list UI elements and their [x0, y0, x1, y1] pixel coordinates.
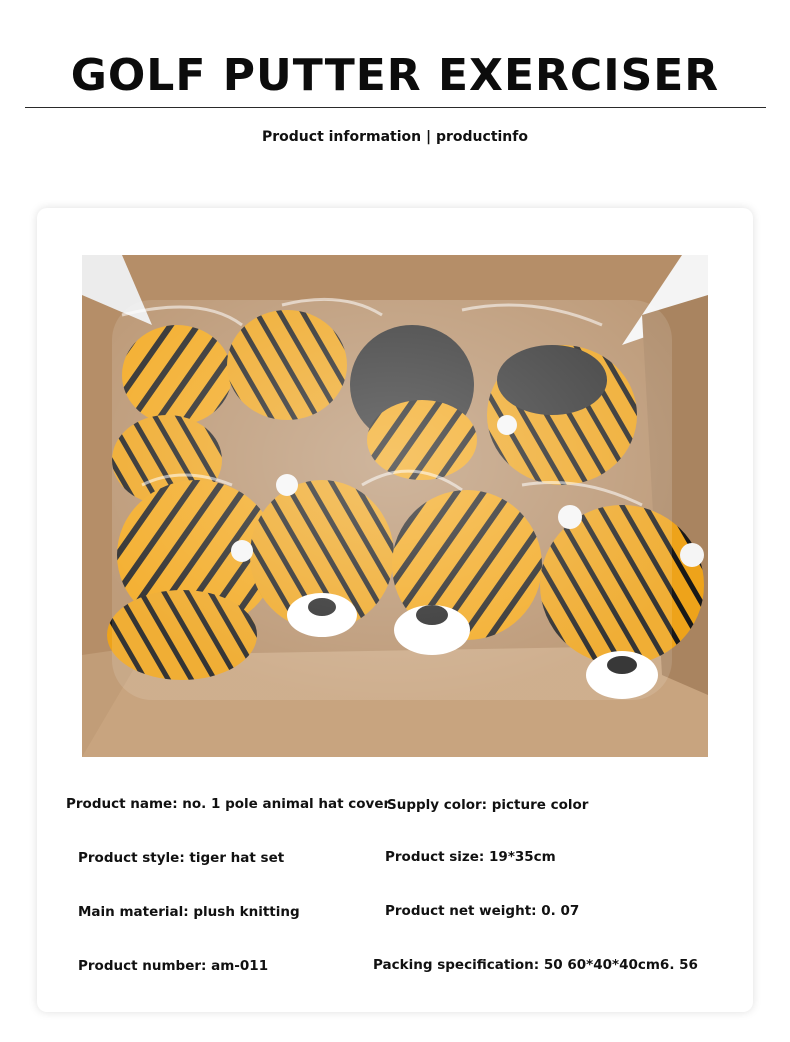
section-subtitle: Product information | productinfo [262, 129, 528, 145]
product-size: Product size: 19*35cm [385, 849, 556, 865]
product-style: Product style: tiger hat set [78, 850, 285, 866]
product-photo [82, 255, 708, 757]
product-net-weight: Product net weight: 0. 07 [385, 903, 580, 919]
page-title: GOLF PUTTER EXERCISER [70, 50, 720, 101]
product-number: Product number: am-011 [78, 958, 269, 974]
supply-color: Supply color: picture color [387, 797, 589, 813]
title-divider [25, 107, 766, 108]
main-material: Main material: plush knitting [78, 904, 300, 920]
packing-specification: Packing specification: 50 60*40*40cm6. 56 [373, 957, 698, 973]
product-name: Product name: no. 1 pole animal hat cover [66, 796, 391, 812]
